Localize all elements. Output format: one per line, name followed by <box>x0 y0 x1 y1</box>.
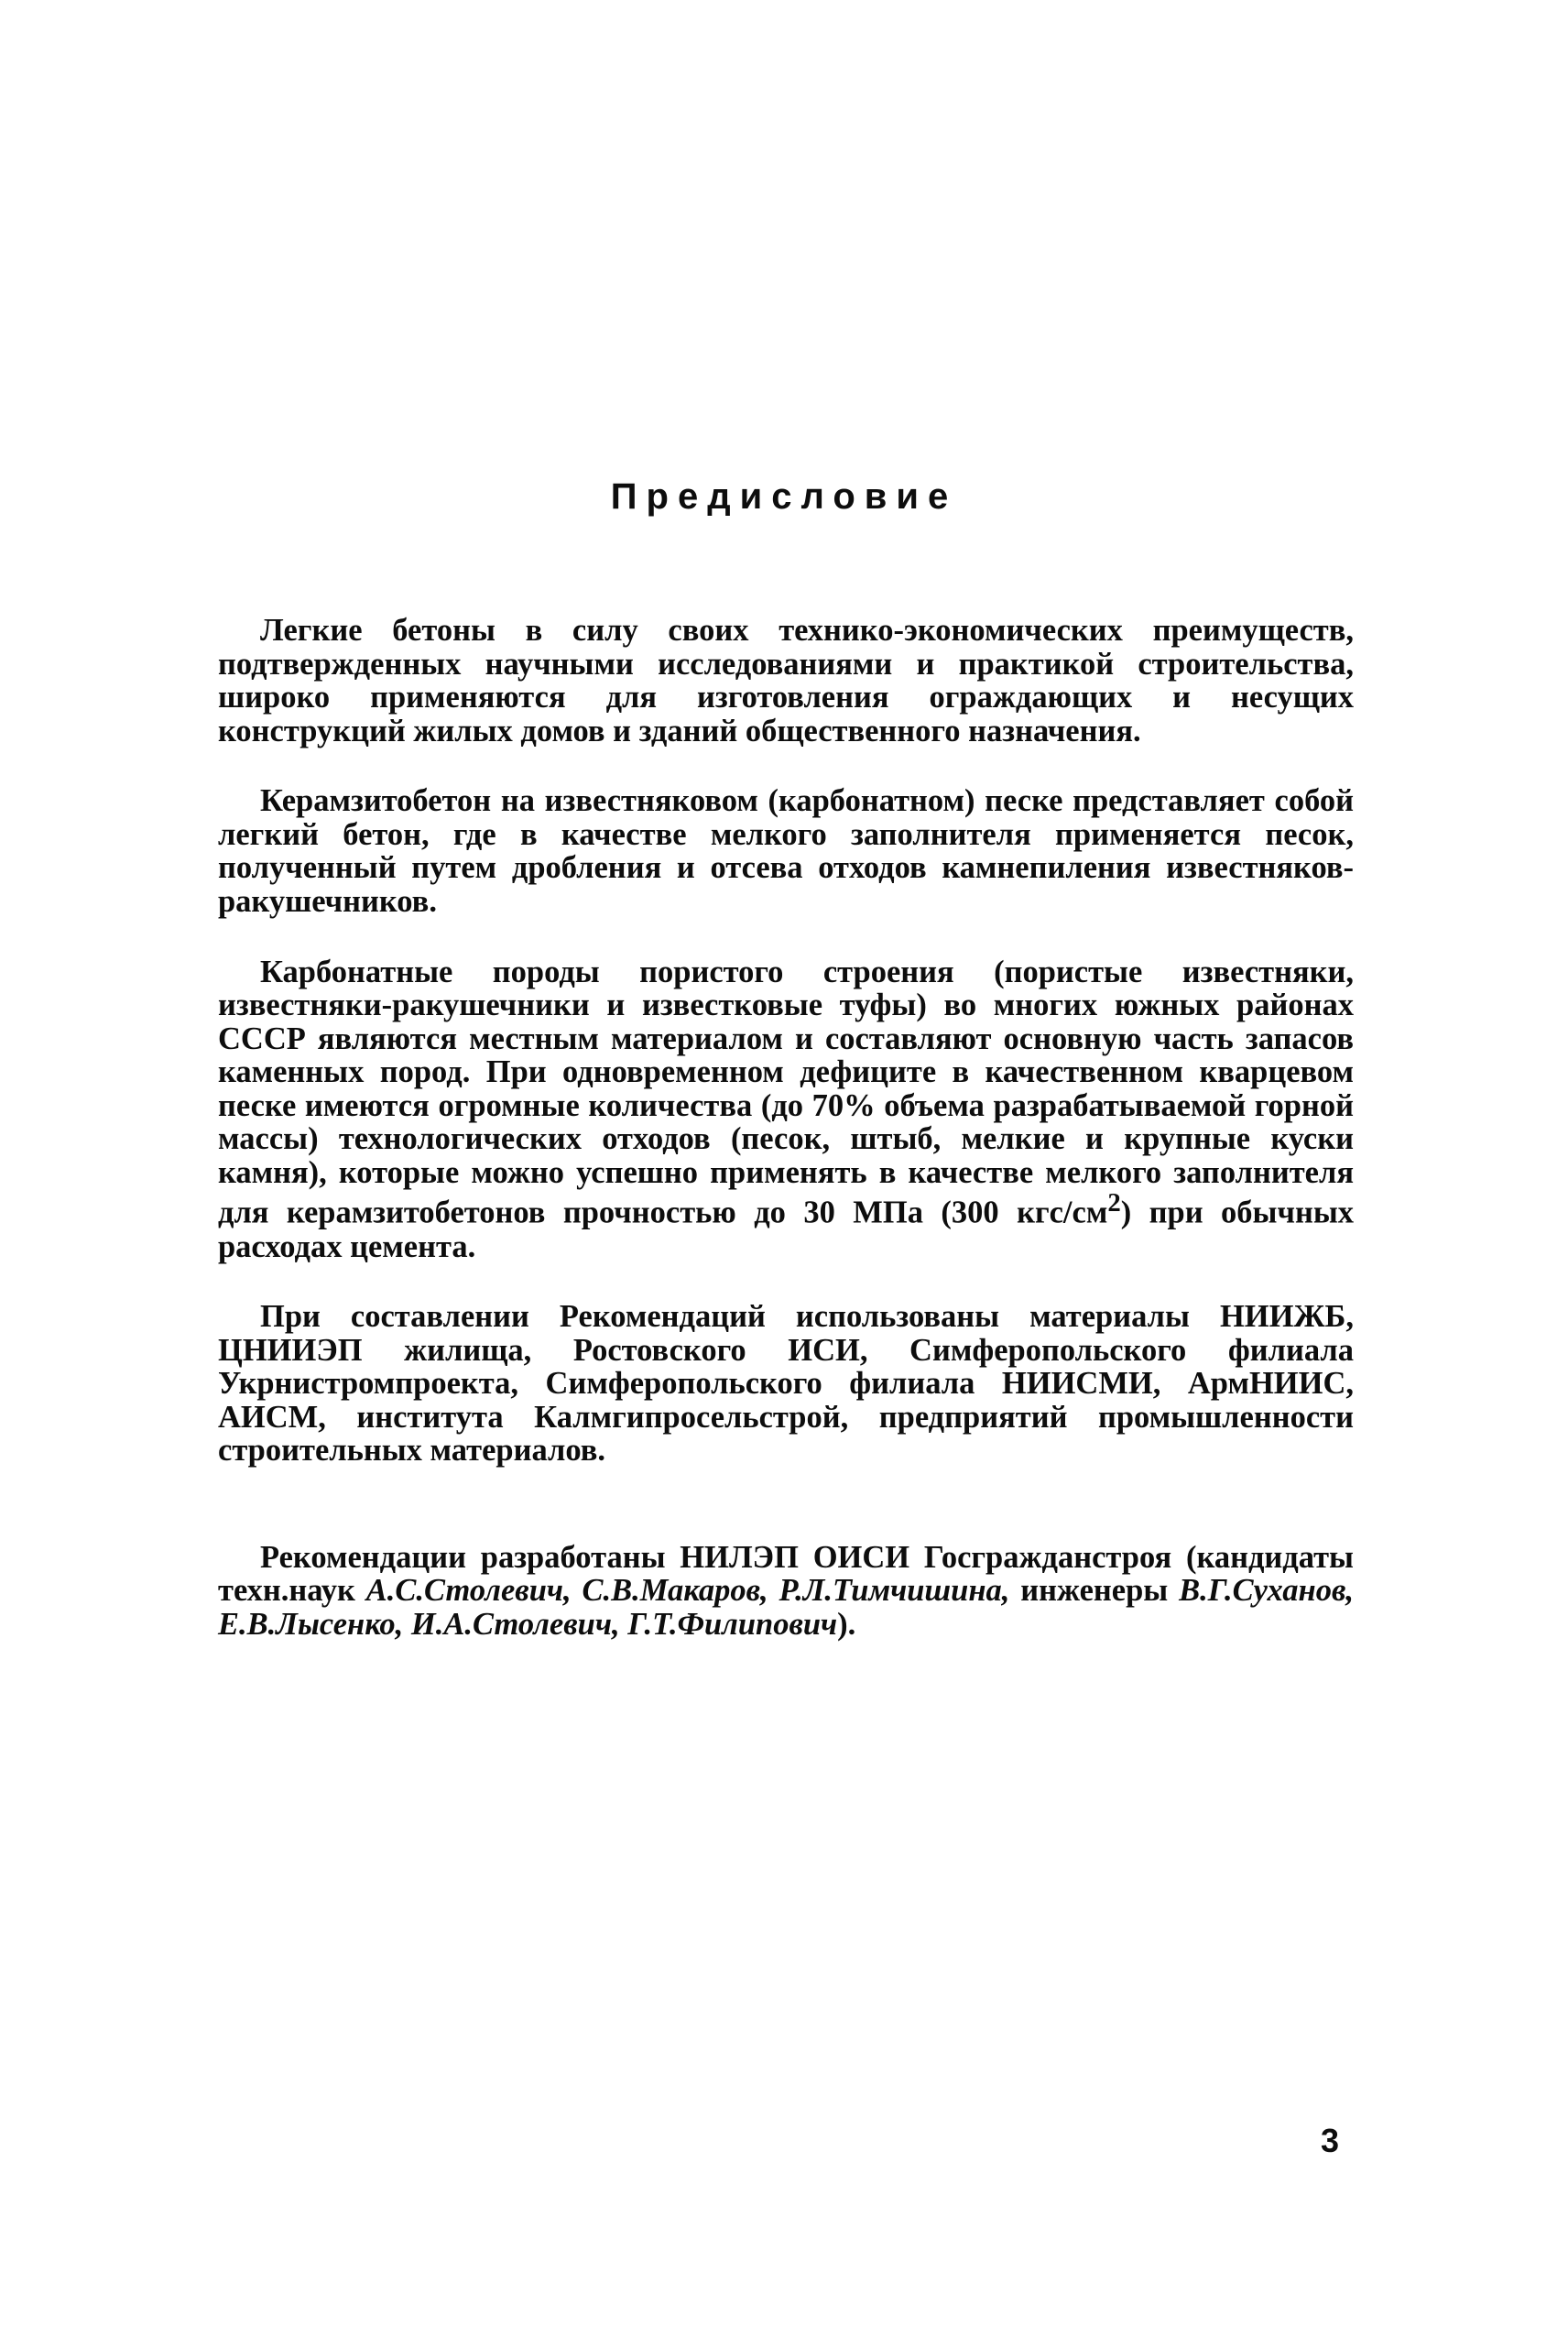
credits-lead: Рекомендации разработаны НИЛЭП ОИСИ Госгражданстроя (кандидаты техн.наук <box>218 1539 1354 1609</box>
paragraph-carbonate-rocks-tail: ) при обычных расходах цемента. <box>218 1195 1355 1264</box>
paragraph-carbonate-rocks <box>218 956 1354 1264</box>
paragraph-lightweight-concrete: Легкие бетоны в силу своих технико-экономических преимуществ, подтвержденных научными исследованиями и практикой строительства, широко применяются для изготовления ограждающих и несущих конструкций жилых домов и зданий общественного назначения. <box>218 613 1354 748</box>
page-title: Предисловие <box>610 476 958 517</box>
preface-body <box>218 614 1354 1678</box>
paragraph-sources: При составлении Рекомендаций использованы материалы НИИЖБ, ЦНИИЭП жилища, Ростовского ИСИ, Симферопольского филиала Укрнистромпроекта, Симферопольского филиала НИИСМИ, АрмНИИС, АИСМ, института Калмгипросельстрой, предприятий промышленности строительных материалов. <box>218 1299 1354 1469</box>
credits-end: ). <box>837 1607 856 1642</box>
credits-engineers: В.Г.Суханов, Е.В.Лысенко, И.А.Столевич, Г.Т.Филипович <box>218 1573 1354 1642</box>
superscript-exponent: 2 <box>1107 1188 1121 1218</box>
credits-middle: инженеры <box>1009 1573 1180 1609</box>
credits-candidates: А.С.Столевич, С.В.Макаров, Р.Л.Тимчишина, <box>365 1573 1010 1609</box>
page-number: 3 <box>1320 2122 1339 2159</box>
paragraph-claydite-concrete: Керамзитобетон на известняковом (карбонатном) песке представляет собой легкий бетон, где в качестве мелкого заполнителя применяется песок, полученный путем дробления и отсева отходов камнепиления известняков-ракушечников. <box>218 783 1354 919</box>
paragraph-credits <box>218 1541 1354 1642</box>
paragraph-carbonate-rocks-text: Карбонатные породы пористого строения (пористые известняки, известняки-ракушечники и известковые туфы) во многих южных районах СССР являются местным материалом и составляют основную часть запасов каменных пород. При одновременном дефиците в качественном кварцевом песке имеются огромные количества (до 70% объема разрабатываемой горной массы) технологических отходов (песок, штыб, мелкие и крупные куски камня), которые можно успешно применять в качестве мелкого заполнителя для керамзитобетонов прочностью до 30 МПа (300 кгс/см <box>218 954 1354 1230</box>
